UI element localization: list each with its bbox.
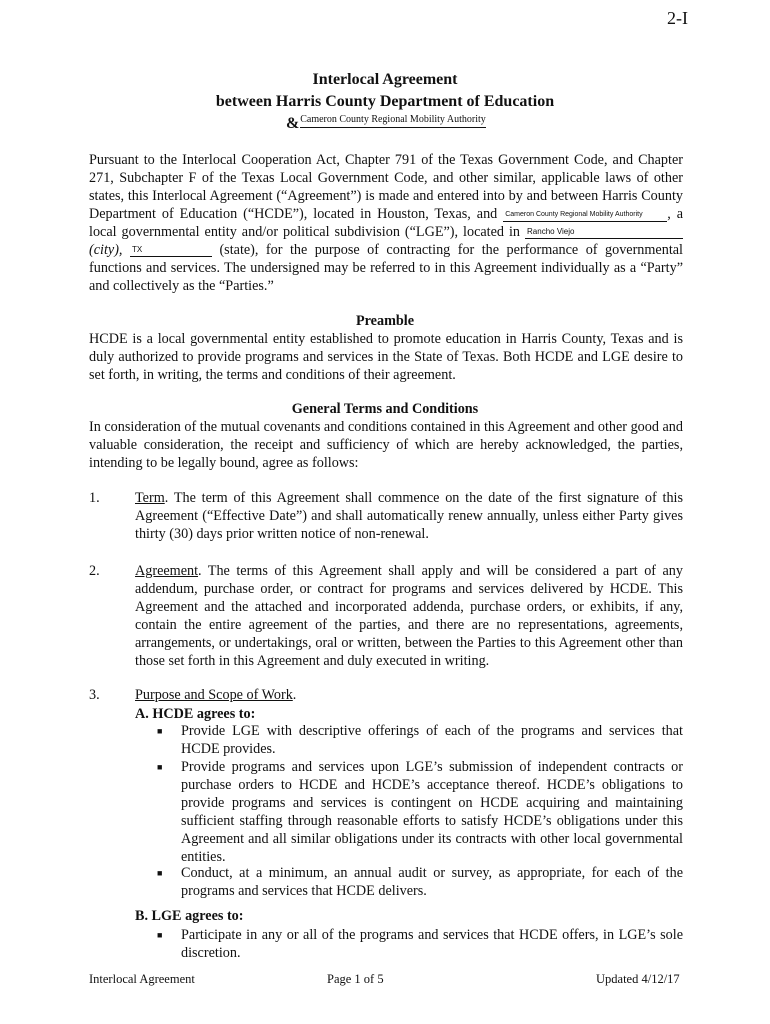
bullet-text: Provide programs and services upon LGE’s submission of independent contracts or purchase orders to HCDE and HCDE’s acceptance thereof. HCDE’s obligations to provide programs and services is contingent on HCDE acquiring and maintaining sufficient staffing through reasonable efforts to satisfy HCDE’s obligations under this Agreement and all similar obligations under its contracts with other local governmental entities. (181, 759, 683, 865)
state-field[interactable]: TX (130, 244, 212, 257)
general-terms-text: In consideration of the mutual covenants and conditions contained in this Agreement and other good and valuable consideration, the receipt and sufficiency of which are hereby acknowledged, the parties, intending to be legally bound, agree as follows: (89, 419, 683, 471)
bullet-icon: ■ (157, 930, 163, 940)
bullet-icon: ■ (157, 762, 163, 772)
city-field[interactable]: Rancho Viejo (525, 226, 683, 239)
clause-text: . The terms of this Agreement shall apply and will be considered a part of any addendum, purchase order, or contract for programs and services delivered by HCDE. This Agreement and the attached and incorporated addenda, purchase orders, or exhibits, if any, contain the entire agreement of the parties, and there are no representations, agreements, arrangements, or undertakings, oral or written, between the Parties to this Agreement other than those set forth in this Agreement and duly executed in writing. (135, 563, 683, 669)
lge-agrees-heading: B. LGE agrees to: (135, 908, 244, 924)
clause-number: 2. (89, 563, 100, 579)
clause-title: Purpose and Scope of Work (135, 687, 293, 703)
clause-title: Agreement (135, 563, 199, 579)
clause-title: Term (135, 490, 165, 506)
document-title: Interlocal Agreement (312, 71, 458, 88)
clause-number: 1. (89, 490, 100, 506)
clause-text: . The term of this Agreement shall commence on the date of the first signature of this Agreement (“Effective Date”) and shall automatically renew annually, unless either Party gives thirty (30) days prior written notice of non-renewal. (135, 490, 683, 542)
bullet-icon: ■ (157, 726, 163, 736)
form-number: 2-I (667, 8, 688, 28)
document-subtitle: between Harris County Department of Education (215, 93, 555, 110)
intro-text-1: Pursuant to the Interlocal Cooperation Act, Chapter 791 of the Texas Government Code, and Chapter 271, Subchapter F of the Texas Local Government Code, and other similar, applicable laws of other states, this Interlocal Agreement (“Agreement”) is made and entered into by and between Harris County Department of Education (“HCDE”), located in Houston, Texas, and (89, 152, 683, 222)
bullet-text: Conduct, at a minimum, an annual audit or survey, as appropriate, for each of the programs and services that HCDE delivers. (181, 865, 683, 899)
ampersand: & (286, 115, 300, 132)
bullet-text: Provide LGE with descriptive offerings of each of the programs and services that HCDE provides. (181, 723, 683, 757)
hcde-agrees-heading: A. HCDE agrees to: (135, 706, 256, 722)
clause-number: 3. (89, 687, 100, 703)
intro-paragraph (89, 151, 683, 295)
page-number: Page 1 of 5 (327, 972, 384, 986)
general-terms-heading: General Terms and Conditions (291, 401, 479, 417)
updated-date: Updated 4/12/17 (596, 972, 680, 986)
preamble-text: HCDE is a local governmental entity established to promote education in Harris County, Texas and is duly authorized to provide programs and services in the State of Texas. Both HCDE and LGE desire to set forth, in writing, the terms and conditions of their agreement. (89, 331, 683, 383)
clause-text: . (292, 687, 297, 703)
party-name-field[interactable]: Cameron County Regional Mobility Authority (300, 112, 486, 128)
lge-name-field[interactable]: Cameron County Regional Mobility Authority (503, 209, 667, 222)
preamble-heading: Preamble (355, 313, 415, 329)
intro-text-2: , a local governmental entity and/or political subdivision (“LGE”), located in (89, 206, 683, 240)
footer-title: Interlocal Agreement (89, 972, 195, 986)
city-label: (city), (89, 242, 123, 258)
intro-text-3: (state), for the purpose of contracting for the performance of governmental functions and services. The undersigned may be referred to in this Agreement individually as a “Party” and collectively as the “Parties.” (89, 242, 684, 294)
bullet-text: Participate in any or all of the programs and services that HCDE offers, in LGE’s sole discretion. (181, 927, 683, 961)
bullet-icon: ■ (157, 868, 163, 878)
